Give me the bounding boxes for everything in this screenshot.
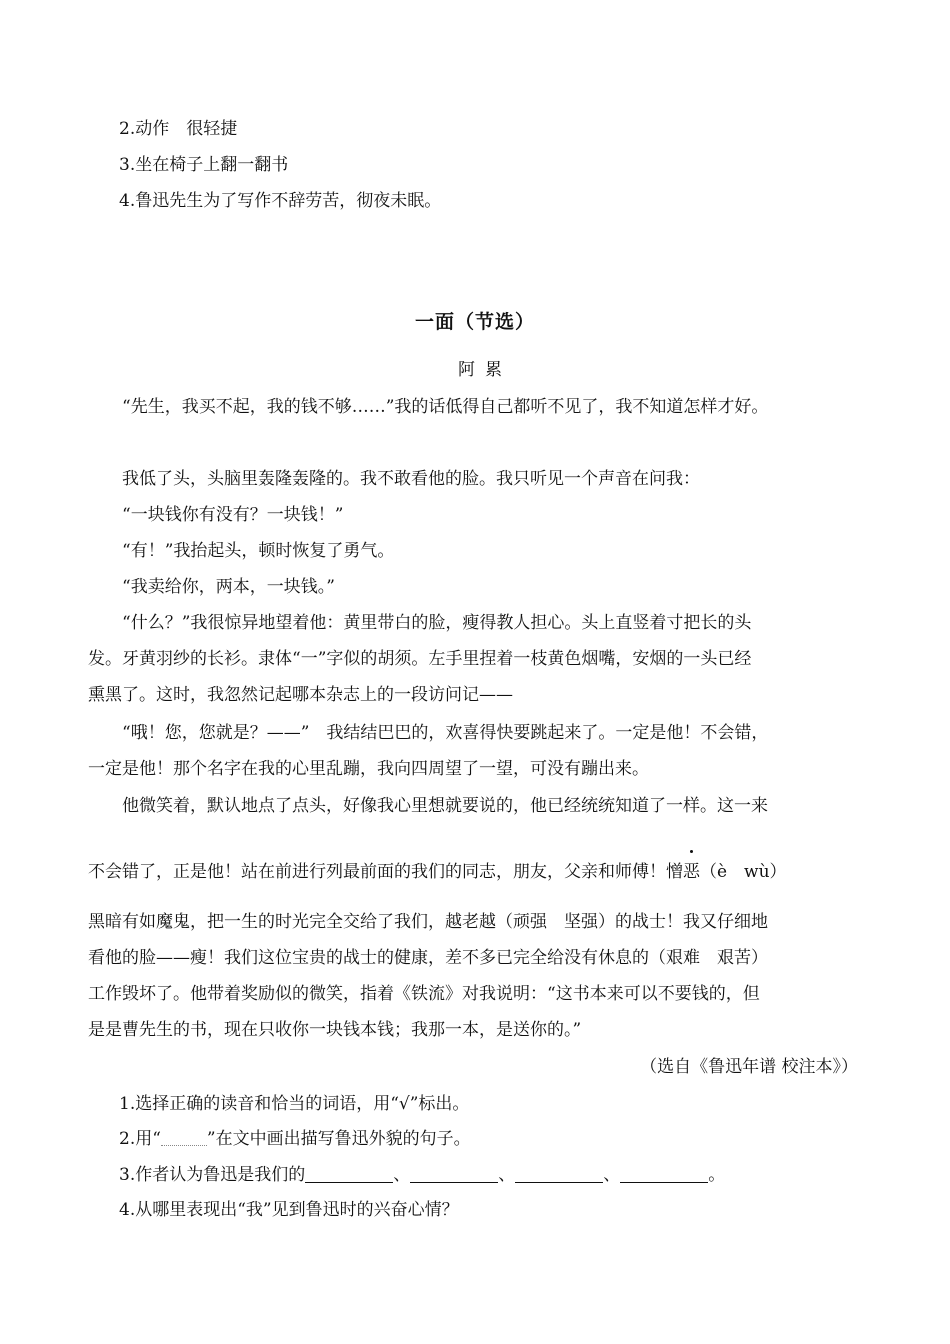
question-4: 4.从哪里表现出“我”见到鲁迅时的兴奋心情？ — [119, 1200, 459, 1220]
question-3-separator-1: 、 — [393, 1165, 411, 1185]
answer-line-2: 2.动作 很轻捷 — [119, 119, 238, 139]
question-1: 1.选择正确的读音和恰当的词语，用“√”标出。 — [119, 1094, 470, 1114]
paragraph-8-line-6: 是是曹先生的书，现在只收你一块钱本钱；我那一本，是送你的。” — [88, 1020, 582, 1040]
paragraph-4: “有！”我抬起头，顿时恢复了勇气。 — [122, 541, 395, 561]
question-2-suffix: ”在文中画出描写鲁迅外貌的句子。 — [206, 1129, 471, 1149]
question-3 — [119, 1163, 725, 1187]
answer-blank-4[interactable] — [620, 1164, 708, 1183]
paragraph-5: “我卖给你，两本，一块钱。” — [122, 577, 335, 597]
answer-line-4: 4.鲁迅先生为了写作不辞劳苦，彻夜未眠。 — [119, 191, 442, 211]
paragraph-8-line-1: 他微笑着，默认地点了点头，好像我心里想就要说的，他已经统统知道了一样。这一来 — [122, 796, 768, 816]
source-citation: （选自《鲁迅年谱 校注本》） — [640, 1057, 858, 1077]
answer-blank-2[interactable] — [410, 1164, 498, 1183]
pinyin-choice: （è wù） — [700, 862, 787, 882]
question-2 — [119, 1127, 471, 1151]
wavy-line-symbol — [161, 1135, 207, 1146]
question-3-end: 。 — [708, 1165, 726, 1185]
paragraph-1: “先生，我买不起，我的钱不够……”我的话低得自己都听不见了，我不知道怎样才好。 — [122, 397, 769, 417]
paragraph-8-line-2 — [88, 860, 787, 884]
paragraph-2: 我低了头，头脑里轰隆轰隆的。我不敢看他的脸。我只听见一个声音在问我： — [122, 469, 700, 489]
dotted-character: 恶 — [683, 862, 700, 882]
paragraph-8-line-2-text: 不会错了，正是他！站在前进行列最前面的我们的同志，朋友，父亲和师傅！憎 — [88, 862, 683, 882]
question-3-prefix: 3.作者认为鲁迅是我们的 — [119, 1165, 306, 1185]
paragraph-6-line-3: 熏黑了。这时，我忽然记起哪本杂志上的一段访问记—— — [88, 685, 513, 705]
paragraph-8-line-4: 看他的脸——瘦！我们这位宝贵的战士的健康，差不多已完全给没有休息的（艰难 艰苦） — [88, 948, 768, 968]
paragraph-6-line-2: 发。牙黄羽纱的长衫。隶体“一”字似的胡须。左手里捏着一枝黄色烟嘴，安烟的一头已经 — [88, 649, 752, 669]
question-3-separator-3: 、 — [603, 1165, 621, 1185]
paragraph-7-line-2: 一定是他！那个名字在我的心里乱蹦，我向四周望了一望，可没有蹦出来。 — [88, 759, 649, 779]
article-title: 一面（节选） — [414, 311, 535, 333]
paragraph-7-line-1: “哦！您，您就是？——” 我结结巴巴的，欢喜得快要跳起来了。一定是他！不会错， — [122, 723, 769, 743]
question-3-separator-2: 、 — [498, 1165, 516, 1185]
paragraph-8-line-5: 工作毁坏了。他带着奖励似的微笑，指着《铁流》对我说明：“这书本来可以不要钱的，但 — [88, 984, 760, 1004]
paragraph-3: “一块钱你有没有？一块钱！” — [122, 505, 344, 525]
answer-blank-1[interactable] — [305, 1164, 393, 1183]
answer-blank-3[interactable] — [515, 1164, 603, 1183]
paragraph-6-line-1: “什么？”我很惊异地望着他：黄里带白的脸，瘦得教人担心。头上直竖着寸把长的头 — [122, 613, 752, 633]
paragraph-8-line-3: 黑暗有如魔鬼，把一生的时光完全交给了我们，越老越（顽强 坚强）的战士！我又仔细地 — [88, 912, 768, 932]
answer-line-3: 3.坐在椅子上翻一翻书 — [119, 155, 289, 175]
article-author: 阿累 — [458, 360, 512, 380]
question-2-prefix: 2.用“ — [119, 1129, 161, 1149]
